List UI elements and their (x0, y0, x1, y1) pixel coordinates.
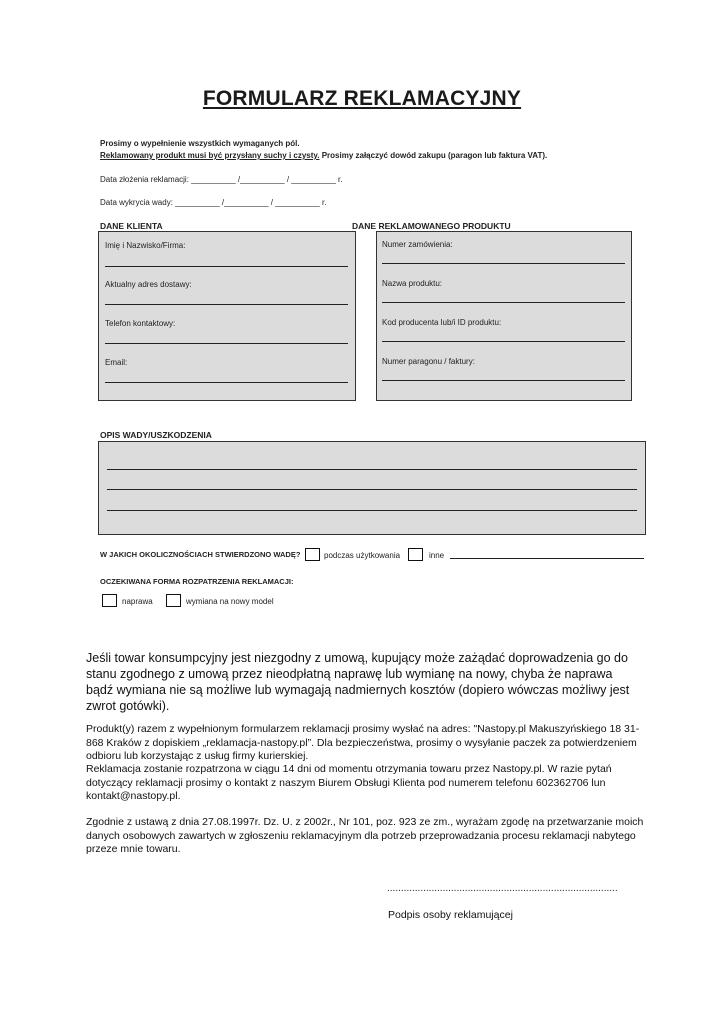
repair-checkbox[interactable] (102, 594, 117, 607)
product-data-box (376, 231, 632, 401)
circumstances-question: W JAKICH OKOLICZNOŚCIACH STWIERDZONO WADĘ? (100, 550, 301, 559)
client-name-label: Imię i Nazwisko/Firma: (105, 241, 186, 250)
client-email-label: Email: (105, 358, 128, 367)
client-phone-line[interactable] (105, 343, 348, 344)
shipping-paragraph: Produkt(y) razem z wypełnionym formularzem reklamacji prosimy wysłać na adres: "Nastopy.pl Makuszyńskiego 18 31-868 Kraków z dopiskiem „reklamacja-nastopy.pl”. Dla bezpieczeństwa, prosimy o wysyłanie paczek za potwierdzeniem odbioru lub korzystając z usług firmy kurierskiej. (86, 723, 640, 762)
defect-heading: OPIS WADY/USZKODZENIA (100, 430, 212, 440)
processing-paragraph: Reklamacja zostanie rozpatrzona w ciągu 14 dni od momentu otrzymania towaru przez Nastopy.pl. W razie pytań dotyczący reklamacji prosimy o kontakt z naszym Biurem Obsługi Klienta pod numerem telefonu 602362706 lun kontakt@nastopy.pl. (86, 763, 612, 802)
client-address-line[interactable] (105, 304, 348, 305)
product-name-line[interactable] (382, 302, 625, 303)
resolution-heading: OCZEKIWANA FORMA ROZPATRZENIA REKLAMACJI: (100, 577, 294, 586)
other-circumstance-line[interactable] (450, 558, 644, 559)
in-use-label: podczas użytkowania (324, 551, 401, 560)
instructions-clean-requirement: Reklamowany produkt musi być przysłany suchy i czysty. (100, 151, 320, 160)
defect-line-2[interactable] (107, 489, 637, 490)
client-data-box (98, 231, 356, 401)
submission-date-row (100, 175, 342, 184)
other-checkbox[interactable] (408, 548, 423, 561)
submission-date-label: Data złożenia reklamacji: (100, 175, 189, 184)
defect-date-row (100, 198, 326, 207)
replacement-checkbox[interactable] (166, 594, 181, 607)
replacement-label: wymiana na nowy model (186, 597, 274, 606)
submission-date-field[interactable]: __________ /__________ / __________ r. (191, 175, 343, 184)
consent-paragraph: Zgodnie z ustawą z dnia 27.08.1997r. Dz. U. z 2002r., Nr 101, poz. 923 ze zm., wyrażam zgodę na przetwarzanie moich danych osobowych zawartych w zgłoszeniu reklamacyjnym dla potrzeb przeprowadzania procesu reklamacji nabytego przeze mnie towaru. (86, 816, 644, 855)
product-heading: DANE REKLAMOWANEGO PRODUKTU (352, 221, 511, 231)
instructions-line-1: Prosimy o wypełnienie wszystkich wymaganych pól. (100, 139, 300, 148)
defect-line-3[interactable] (107, 510, 637, 511)
product-code-label: Kod producenta lub/i ID produktu: (382, 318, 502, 327)
client-heading: DANE KLIENTA (100, 221, 163, 231)
form-title: FORMULARZ REKLAMACYJNY (202, 87, 522, 110)
product-code-line[interactable] (382, 341, 625, 342)
signature-label: Podpis osoby reklamującej (388, 909, 513, 921)
order-number-line[interactable] (382, 263, 625, 264)
order-number-label: Numer zamówienia: (382, 240, 453, 249)
client-name-line[interactable] (105, 266, 348, 267)
defect-line-1[interactable] (107, 469, 637, 470)
client-address-label: Aktualny adres dostawy: (105, 280, 192, 289)
instructions-proof-of-purchase: Prosimy załączyć dowód zakupu (paragon lub faktura VAT). (319, 151, 548, 160)
other-label: inne (429, 551, 445, 560)
receipt-number-label: Numer paragonu / faktury: (382, 357, 475, 366)
receipt-number-line[interactable] (382, 380, 625, 381)
in-use-checkbox[interactable] (305, 548, 320, 561)
instructions-line-2 (100, 151, 547, 160)
signature-line[interactable]: ................................................................................... (387, 883, 618, 894)
defect-date-field[interactable]: __________ /__________ / __________ r. (175, 198, 327, 207)
client-phone-label: Telefon kontaktowy: (105, 319, 176, 328)
client-email-line[interactable] (105, 382, 348, 383)
repair-label: naprawa (122, 597, 153, 606)
product-name-label: Nazwa produktu: (382, 279, 443, 288)
consumer-law-paragraph: Jeśli towar konsumpcyjny jest niezgodny z umową, kupujący może zażądać doprowadzenia go do stanu zgodnego z umową przez nieodpłatną naprawę lub wymianę na nowy, chyba że naprawa bądź wymiana nie są możliwe lub wymagają nadmiernych kosztów (dopiero wówczas możliwy jest zwrot gotówki). (86, 651, 630, 713)
defect-description-box[interactable] (98, 441, 646, 535)
defect-date-label: Data wykrycia wady: (100, 198, 173, 207)
